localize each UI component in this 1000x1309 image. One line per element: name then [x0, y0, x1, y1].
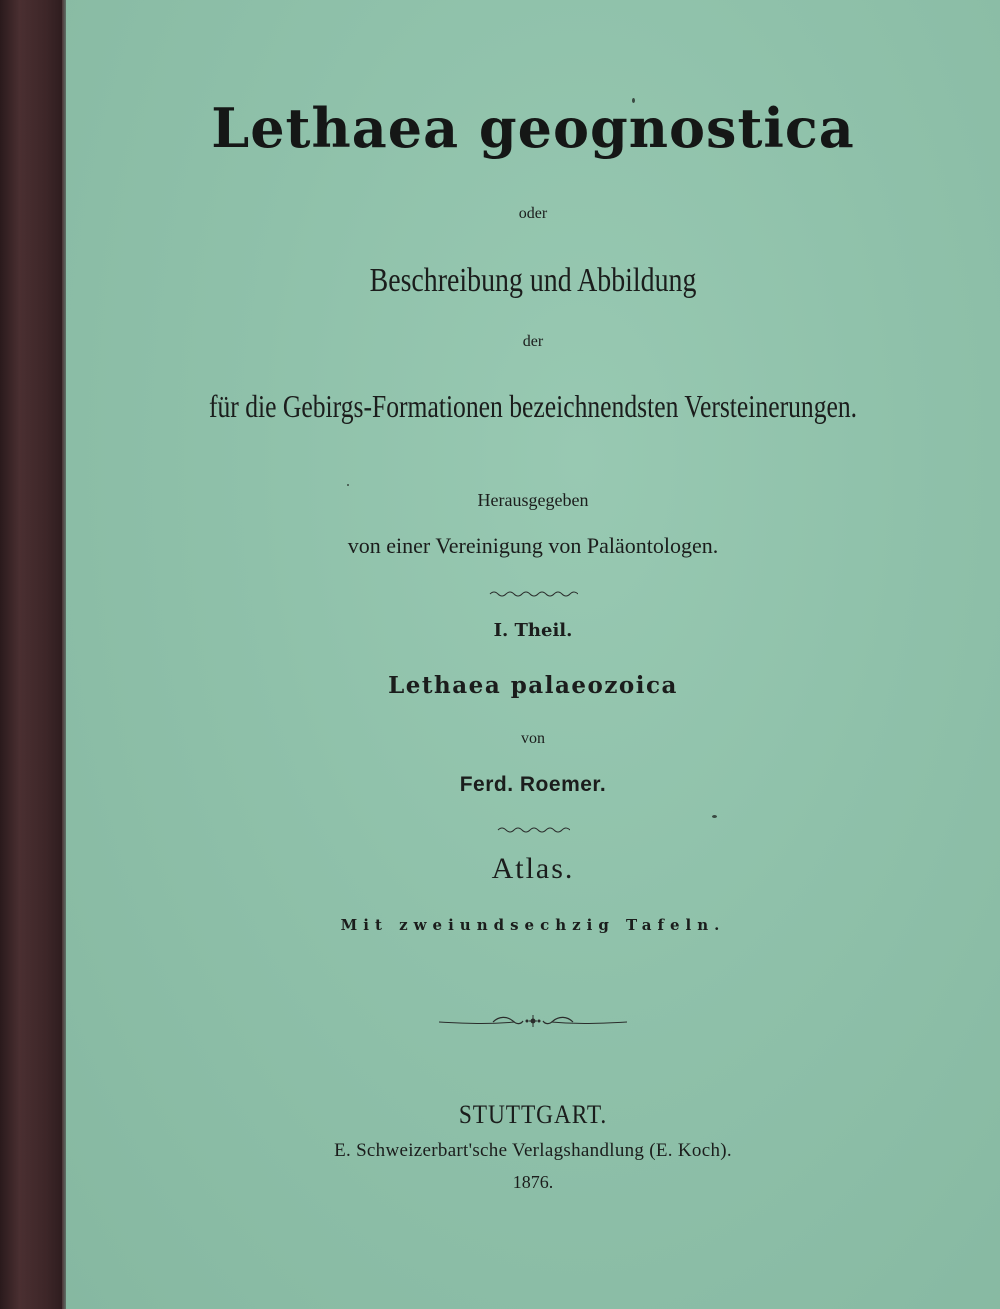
wavy-rule-ornament	[66, 586, 1000, 604]
book-title: Lethaea geognostica	[211, 96, 855, 160]
flourish-ornament	[66, 1012, 1000, 1037]
editors-line: von einer Vereinigung von Paläontologen.	[347, 533, 719, 558]
wavy-rule-ornament	[66, 822, 1000, 840]
paper-speck	[347, 484, 349, 486]
part-title: Lethaea palaeozoica	[388, 672, 678, 699]
subtitle: Beschreibung und Abbildung	[369, 262, 697, 299]
publication-city: STUTTGART.	[458, 1100, 608, 1129]
atlas-label: Atlas.	[491, 852, 575, 885]
plates-count: Mit zweiundsechzig Tafeln.	[340, 916, 726, 934]
conjunction-oder: oder	[518, 205, 548, 222]
book-spine	[0, 0, 66, 1309]
preposition-von: von	[521, 730, 545, 747]
author-name: Ferd. Roemer.	[459, 773, 607, 796]
article-der: der	[522, 333, 544, 350]
publication-year: 1876.	[512, 1172, 554, 1192]
part-number: I. Theil.	[493, 620, 573, 641]
publisher-name: E. Schweizerbart'sche Verlagshandlung (E. Koch).	[334, 1140, 732, 1161]
paper-speck	[712, 815, 717, 818]
subtitle-line-2: für die Gebirgs-Formationen bezeichnendsten Versteinerungen.	[208, 388, 858, 424]
edited-label: Herausgegeben	[477, 490, 589, 510]
